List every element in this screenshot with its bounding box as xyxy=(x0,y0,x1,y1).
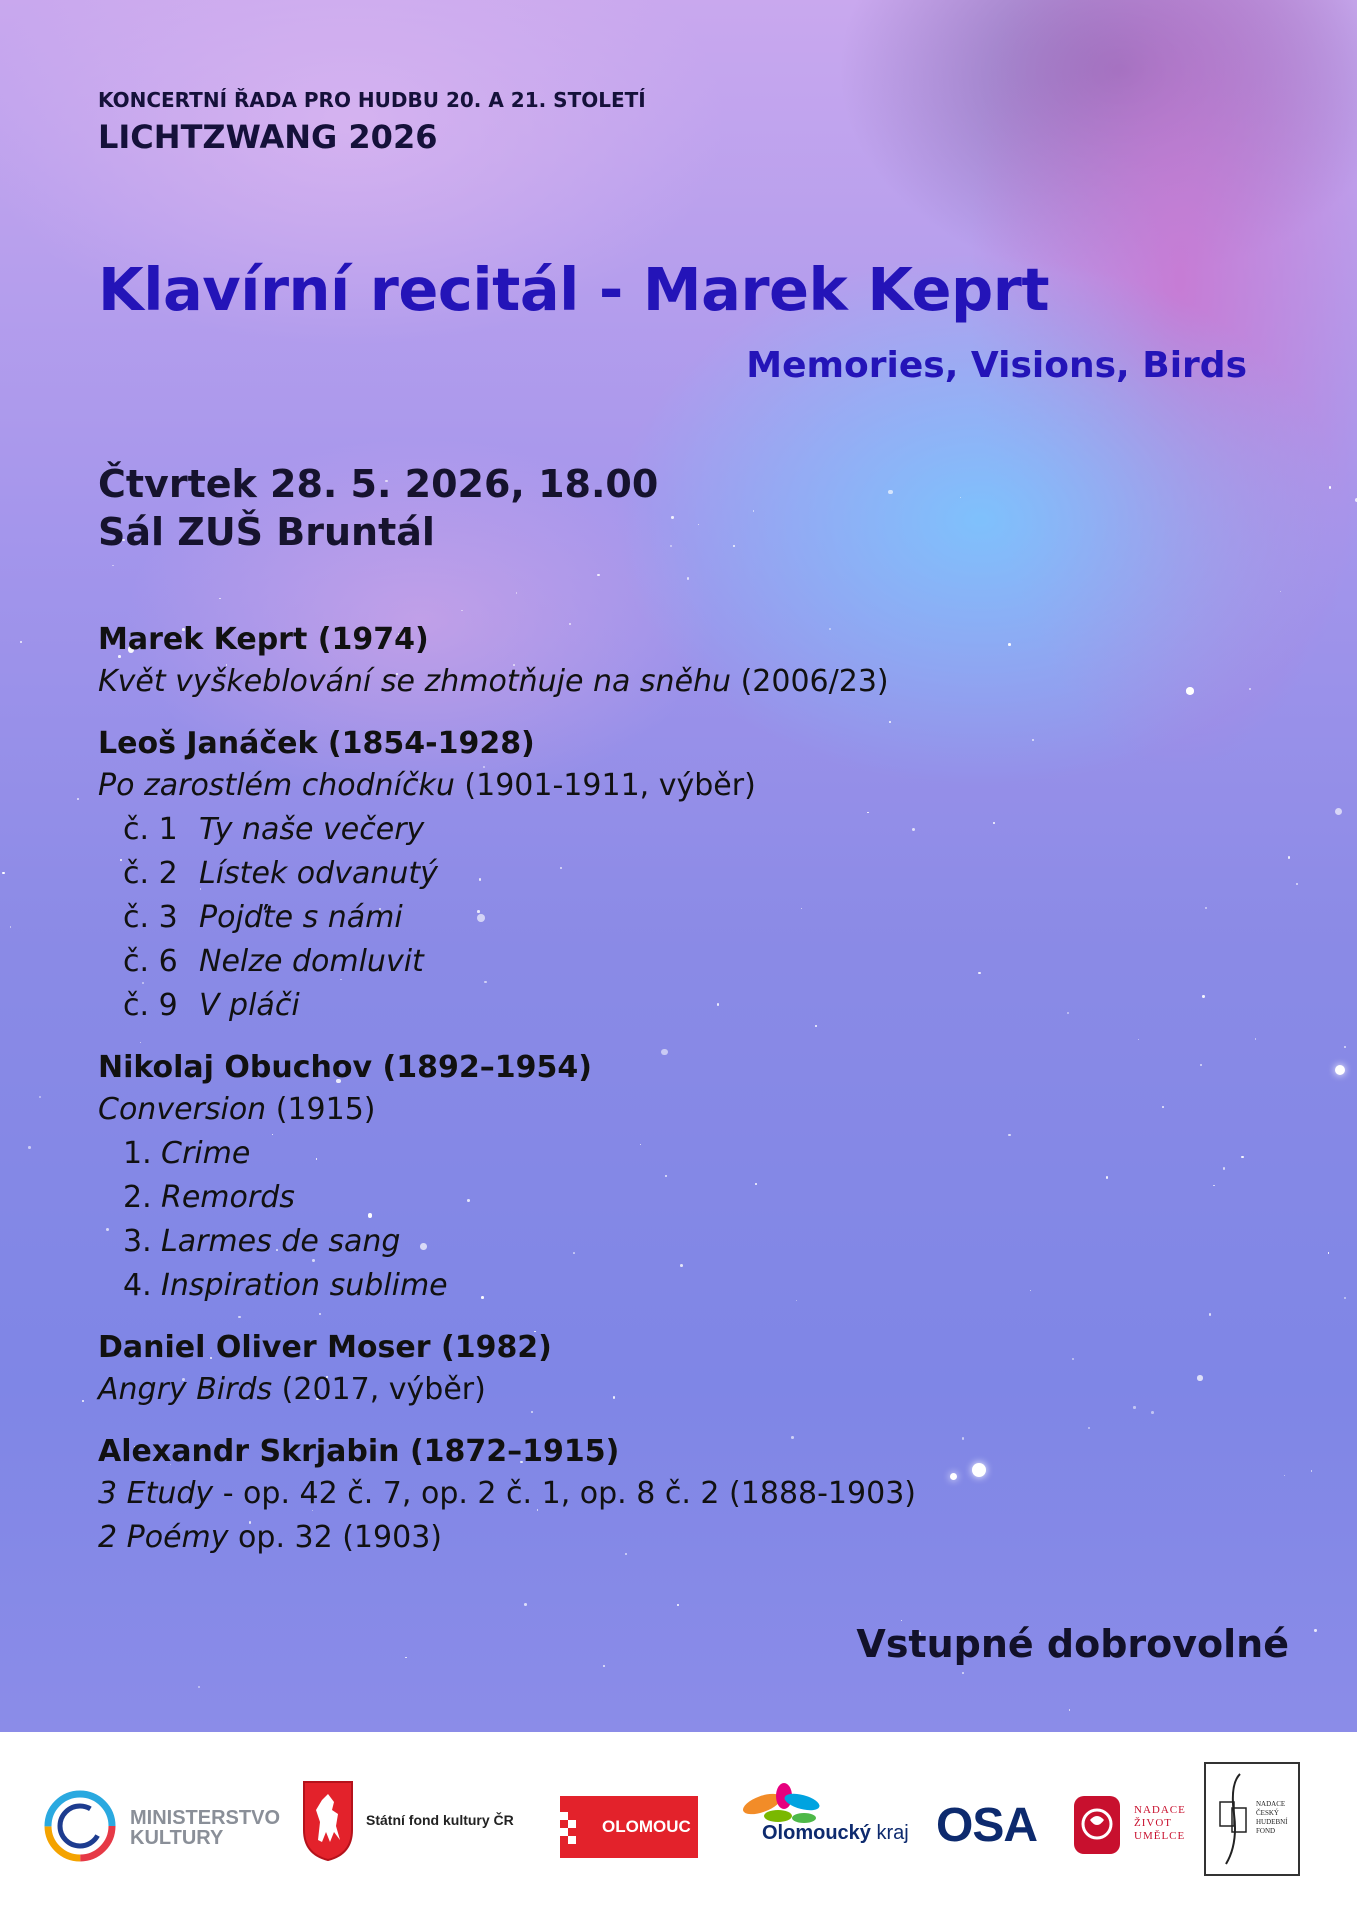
star xyxy=(901,1620,902,1621)
ministry-line2: KULTURY xyxy=(130,1827,224,1849)
movement-title: Ty naše večery xyxy=(199,812,425,847)
movement-title: Remords xyxy=(161,1180,295,1215)
star xyxy=(1344,1046,1346,1048)
ministry-culture-logo xyxy=(42,1788,281,1868)
star xyxy=(219,598,221,600)
work-line xyxy=(98,1368,1198,1412)
star xyxy=(1328,1252,1329,1253)
star xyxy=(603,1665,605,1667)
kraj-suffix: kraj xyxy=(870,1822,909,1844)
nchf-line3: HUDEBNÍ xyxy=(1256,1818,1288,1826)
star xyxy=(28,1146,31,1149)
movement-title: Nelze domluvit xyxy=(199,944,424,979)
movement-title: Crime xyxy=(161,1136,251,1171)
work-line xyxy=(98,1472,1198,1516)
series-label: KONCERTNÍ ŘADA PRO HUDBU 20. A 21. STOLETÍ xyxy=(98,88,646,112)
star xyxy=(888,490,893,495)
star xyxy=(1311,1470,1312,1471)
work-title: 2 Poémy xyxy=(98,1520,229,1555)
czech-coat-of-arms-icon xyxy=(302,1780,354,1862)
ministry-culture-icon xyxy=(42,1788,118,1864)
work-title: Angry Birds xyxy=(98,1372,273,1407)
movement-number: č. 6 xyxy=(123,944,178,979)
work-title: Conversion xyxy=(98,1092,267,1127)
work-title: 3 Etudy xyxy=(98,1476,214,1511)
movement-number: č. 3 xyxy=(123,900,178,935)
nzu-line3: UMĚLCE xyxy=(1134,1830,1186,1842)
star xyxy=(1280,591,1281,592)
movement-item xyxy=(98,1220,1198,1264)
star xyxy=(670,545,672,547)
composer-name: Nikolaj Obuchov (1892–1954) xyxy=(98,1050,592,1085)
star xyxy=(10,926,12,928)
star xyxy=(112,565,114,567)
work-info: - op. 42 č. 7, op. 2 č. 1, op. 8 č. 2 (1888-1903) xyxy=(213,1476,916,1511)
composer-name: Marek Keprt (1974) xyxy=(98,622,429,657)
star xyxy=(962,1672,964,1674)
nzu-logo xyxy=(1072,1794,1186,1860)
star xyxy=(698,524,699,525)
movement-number: 3. xyxy=(123,1224,152,1259)
work-info: op. 32 (1903) xyxy=(228,1520,442,1555)
nzu-emblem-icon xyxy=(1072,1794,1122,1856)
event-venue: Sál ZUŠ Bruntál xyxy=(98,510,435,554)
program-list xyxy=(98,620,1198,1560)
star xyxy=(753,510,755,512)
movement-item xyxy=(98,852,1198,896)
nzu-line1: NADACE xyxy=(1134,1804,1186,1816)
work-line xyxy=(98,660,1198,704)
nchf-monogram-icon xyxy=(1210,1764,1260,1874)
flower-icon xyxy=(732,1782,842,1826)
movement-item xyxy=(98,1176,1198,1220)
star xyxy=(960,497,961,498)
star xyxy=(2,872,5,875)
star xyxy=(516,592,517,593)
movement-item xyxy=(98,808,1198,852)
movement-number: 1. xyxy=(123,1136,152,1171)
star xyxy=(1223,1167,1226,1170)
star xyxy=(1288,856,1290,858)
movement-item xyxy=(98,940,1198,984)
star xyxy=(1197,1375,1202,1380)
star xyxy=(1284,1475,1285,1476)
work-line xyxy=(98,764,1198,808)
star xyxy=(1344,1297,1346,1299)
sfk-logo xyxy=(302,1780,514,1866)
star xyxy=(39,1096,41,1098)
nchf-logo xyxy=(1204,1762,1300,1876)
star xyxy=(20,641,22,643)
movement-item xyxy=(98,896,1198,940)
star xyxy=(1329,486,1331,488)
star xyxy=(597,574,599,576)
star xyxy=(1255,1038,1257,1040)
olomouc-label: OLOMOUC xyxy=(602,1817,691,1836)
ministry-line1: MINISTERSTVO xyxy=(130,1807,281,1829)
kraj-main: Olomoucký xyxy=(762,1822,871,1844)
event-title: Klavírní recitál - Marek Keprt xyxy=(98,255,1050,324)
olomouc-city-logo xyxy=(560,1796,698,1858)
movement-number: 2. xyxy=(123,1180,152,1215)
movement-number: č. 1 xyxy=(123,812,178,847)
osa-logo: OSA xyxy=(936,1799,1038,1852)
star xyxy=(461,610,462,611)
sfk-label: Státní fond kultury ČR xyxy=(366,1812,514,1828)
star xyxy=(1069,1709,1071,1711)
work-info: (2006/23) xyxy=(731,664,889,699)
work-line xyxy=(98,1516,1198,1560)
movement-title: V pláči xyxy=(199,988,300,1023)
composer-name: Leoš Janáček (1854-1928) xyxy=(98,726,535,761)
star xyxy=(198,1686,201,1689)
bright-star xyxy=(1335,1065,1345,1075)
movement-number: č. 9 xyxy=(123,988,178,1023)
star xyxy=(1314,1629,1316,1631)
work-title: Květ vyškeblování se zhmotňuje na sněhu xyxy=(98,664,732,699)
star xyxy=(1249,688,1251,690)
movement-item xyxy=(98,1132,1198,1176)
star xyxy=(1202,995,1204,997)
star xyxy=(1241,1156,1243,1158)
movement-number: č. 2 xyxy=(123,856,178,891)
work-info: (1901-1911, výběr) xyxy=(454,768,756,803)
nchf-line2: ČESKÝ xyxy=(1256,1809,1279,1817)
nchf-line1: NADACE xyxy=(1256,1800,1286,1808)
nzu-line2: ŽIVOT xyxy=(1134,1817,1172,1829)
star xyxy=(1335,808,1342,815)
movement-title: Larmes de sang xyxy=(161,1224,401,1259)
event-datetime: Čtvrtek 28. 5. 2026, 18.00 xyxy=(98,462,659,506)
movement-number: 4. xyxy=(123,1268,152,1303)
work-line xyxy=(98,1088,1198,1132)
star xyxy=(405,1657,406,1658)
star xyxy=(1209,1313,1211,1315)
movement-title: Lístek odvanutý xyxy=(199,856,438,891)
composer-name: Daniel Oliver Moser (1982) xyxy=(98,1330,552,1365)
admission-note: Vstupné dobrovolné xyxy=(856,1622,1289,1666)
star xyxy=(733,545,734,546)
sponsor-bar xyxy=(0,1732,1357,1920)
star xyxy=(1296,883,1298,885)
star xyxy=(1205,907,1206,908)
star xyxy=(687,577,689,579)
work-info: (2017, výběr) xyxy=(272,1372,486,1407)
movement-item xyxy=(98,984,1198,1028)
composer-name: Alexandr Skrjabin (1872–1915) xyxy=(98,1434,620,1469)
star xyxy=(671,516,673,518)
star xyxy=(1213,1185,1214,1186)
movement-item xyxy=(98,1264,1198,1308)
star xyxy=(1200,1064,1202,1066)
star xyxy=(677,1604,679,1606)
movement-title: Inspiration sublime xyxy=(161,1268,448,1303)
work-info: (1915) xyxy=(266,1092,376,1127)
star xyxy=(82,1400,84,1402)
series-name: LICHTZWANG 2026 xyxy=(98,118,438,156)
olomouc-checker-icon xyxy=(560,1796,584,1858)
movement-title: Pojďte s námi xyxy=(199,900,403,935)
event-subtitle: Memories, Visions, Birds xyxy=(746,345,1247,386)
work-title: Po zarostlém chodníčku xyxy=(98,768,455,803)
nchf-line4: FOND xyxy=(1256,1827,1276,1835)
star xyxy=(524,1603,527,1606)
star xyxy=(77,798,79,800)
